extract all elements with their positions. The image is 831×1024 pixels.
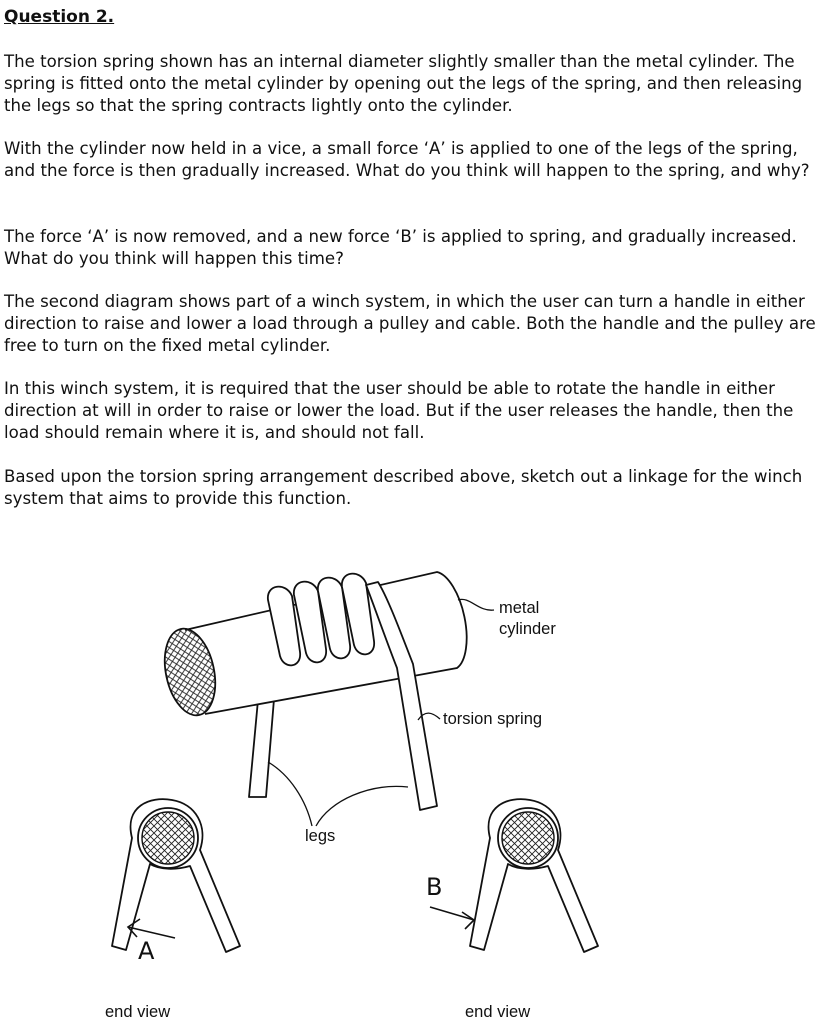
- cylinder-section-left: [142, 812, 194, 864]
- label-force-b: B: [426, 873, 443, 901]
- torsion-spring-coils: [268, 574, 374, 666]
- end-view-right: [470, 799, 598, 952]
- legs-leader-left: [268, 762, 312, 826]
- label-legs: legs: [305, 827, 336, 845]
- paragraph-force-b: The force ‘A’ is now removed, and a new force ‘B’ is applied to spring, and gradually increased. What do you think will happen this time?: [4, 227, 797, 268]
- label-metal-line1: metal: [499, 599, 540, 617]
- label-end-view-left: end view: [105, 1003, 171, 1021]
- force-a-arrow: [128, 919, 175, 938]
- paragraph-force-a: With the cylinder now held in a vice, a small force ‘A’ is applied to one of the legs of the spring, and the force is then gradually increased. What do you think will happen to the spring, and why?: [4, 139, 810, 180]
- label-metal-line2: cylinder: [499, 620, 556, 638]
- metal-cylinder-leader: [458, 599, 494, 610]
- force-b-arrow: [430, 907, 474, 929]
- paragraph-sketch-task: Based upon the torsion spring arrangement described above, sketch out a linkage for the winch system that aims to provide this function.: [4, 467, 803, 508]
- paragraph-winch-requirement: In this winch system, it is required that the user should be able to rotate the handle in either direction at will in order to raise or lower the load. But if the user releases the handle, then the load should remain where it is, and should not fall.: [4, 379, 794, 442]
- paragraph-spring-description: The torsion spring shown has an internal diameter slightly smaller than the metal cylinder. The spring is fitted onto the metal cylinder by opening out the legs of the spring, and then releasing the legs so that the spring contracts lightly onto the cylinder.: [4, 52, 803, 115]
- end-view-left: [112, 799, 240, 952]
- label-torsion-spring: torsion spring: [443, 710, 543, 728]
- cylinder-section-right: [502, 812, 554, 864]
- question-title: Question 2.: [4, 7, 115, 27]
- paragraph-winch-system: The second diagram shows part of a winch system, in which the user can turn a handle in either direction to raise and lower a load through a pulley and cable. Both the handle and the pulley are free to turn on the fixed metal cylinder.: [4, 292, 816, 355]
- legs-leader-right: [316, 786, 408, 826]
- spring-leg-left: [249, 699, 274, 797]
- label-end-view-right: end view: [465, 1003, 531, 1021]
- label-force-a: A: [138, 937, 155, 965]
